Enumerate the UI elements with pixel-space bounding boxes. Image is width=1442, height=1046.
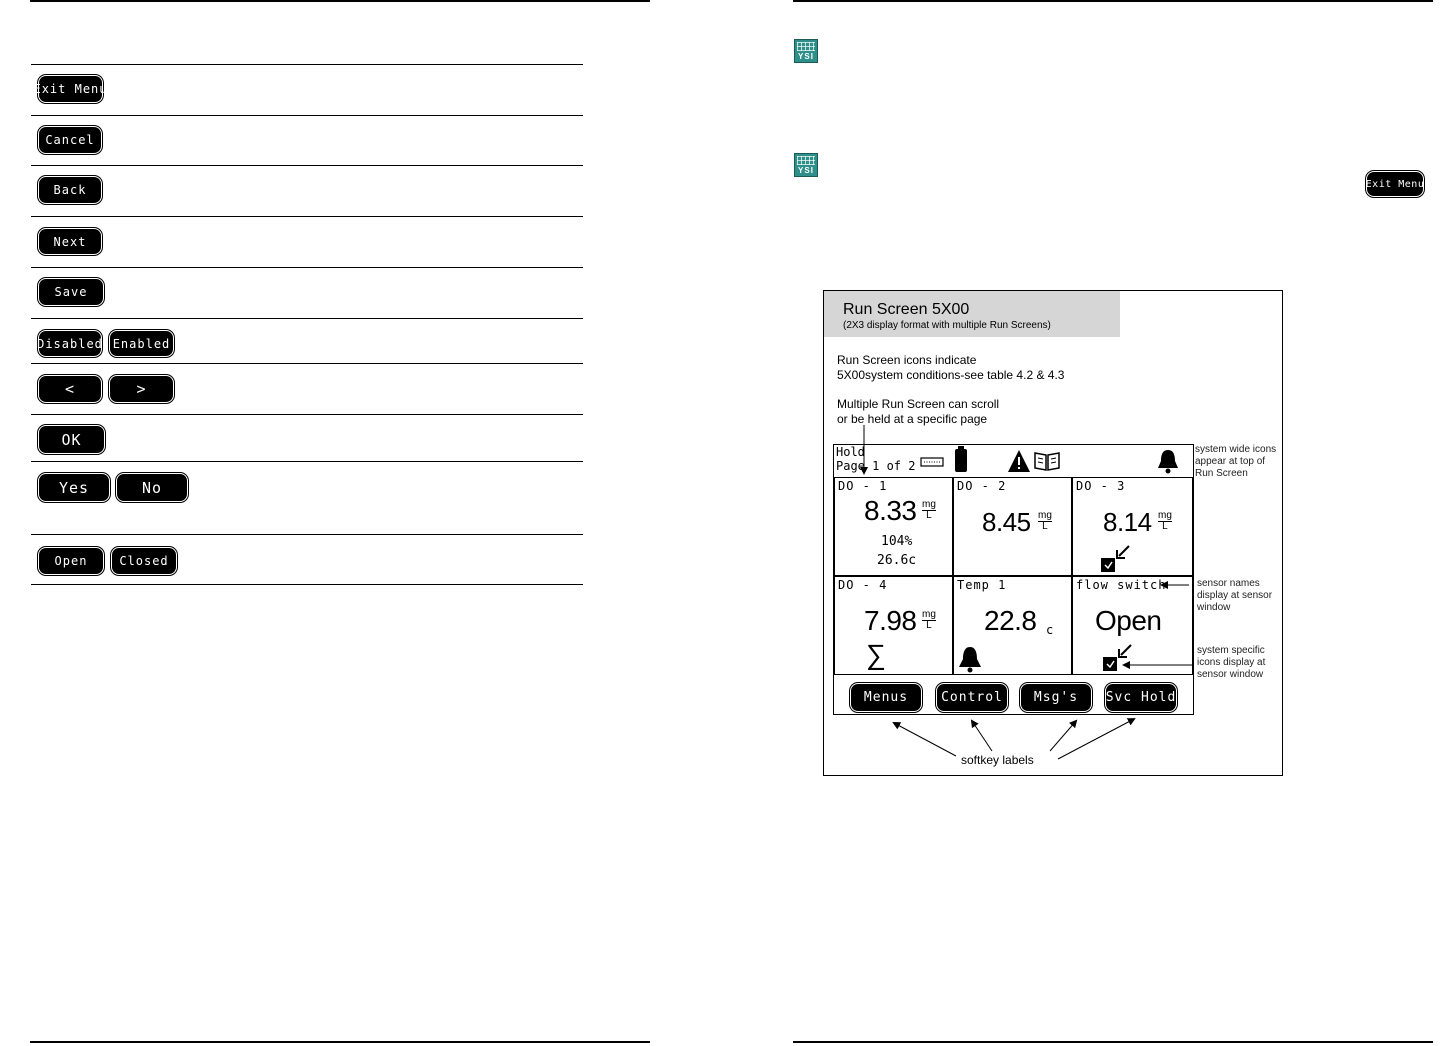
sensor-value: 8.45 — [982, 507, 1031, 537]
sensor-value: 7.98 — [864, 605, 917, 636]
figure-subtitle: (2X3 display format with multiple Run Screens) — [843, 320, 1051, 331]
softkey-messages[interactable]: Msg's — [1021, 684, 1091, 711]
ysi-logo-icon: YSI — [794, 39, 818, 63]
sensor-window-do2 — [953, 477, 1072, 576]
table-rule — [31, 584, 583, 585]
sensor-value: 8.14 — [1103, 507, 1152, 537]
calibration-icon — [1099, 544, 1133, 574]
table-rule — [31, 414, 583, 415]
sensor-window-do3 — [1072, 477, 1193, 576]
alarm-bell-icon — [956, 645, 984, 673]
table-rule — [31, 267, 583, 268]
sensor-unit: $\frac{mg}{L}$ — [1158, 510, 1172, 532]
annotation-system-wide: system wide icons appear at top of Run Screen — [1195, 444, 1277, 479]
enabled-button[interactable]: Enabled — [110, 331, 173, 356]
previous-button[interactable]: < — [39, 376, 101, 402]
disabled-button[interactable]: Disabled — [39, 331, 101, 356]
table-rule — [31, 115, 583, 116]
annotation-sensor-names: sensor names display at sensor window — [1197, 578, 1273, 613]
table-rule — [31, 64, 583, 65]
sensor-window-temp1 — [953, 576, 1072, 675]
sensor-name: DO - 1 — [838, 479, 888, 493]
ysi-logo-icon: YSI — [794, 153, 818, 177]
sensor-unit: $\frac{mg}{L}$ — [922, 609, 936, 631]
table-rule — [31, 216, 583, 217]
status-hold: Hold — [836, 445, 865, 459]
sensor-temperature: 26.6c — [877, 553, 917, 568]
right-page-bottom-rule — [793, 1041, 1433, 1043]
figure-title: Run Screen 5X00 — [843, 301, 970, 318]
run-screen-display — [833, 444, 1194, 715]
sensor-unit: $\frac{mg}{L}$ — [1038, 510, 1052, 532]
manual-book-icon — [1033, 451, 1061, 471]
sensor-value: 22.8 — [984, 605, 1037, 636]
sensor-name: DO - 3 — [1076, 479, 1126, 493]
sensor-name: Temp 1 — [957, 578, 1007, 592]
next-arrow-button[interactable]: > — [110, 376, 173, 402]
left-page-top-rule — [30, 0, 650, 2]
exit-menu-button[interactable]: Exit Menu — [39, 76, 102, 102]
table-rule — [31, 461, 583, 462]
back-button[interactable]: Back — [39, 177, 101, 203]
status-page-indicator: Page 1 of 2 — [836, 459, 916, 473]
sigma-icon: ∑ — [866, 639, 886, 670]
comm-icon — [920, 456, 944, 468]
table-rule — [31, 363, 583, 364]
sensor-name: DO - 4 — [838, 578, 888, 592]
annotation-softkey-labels: softkey labels — [961, 753, 1034, 767]
battery-icon — [953, 445, 969, 473]
sensor-name: flow switch — [1076, 578, 1167, 592]
softkey-menus[interactable]: Menus — [851, 684, 921, 711]
next-button[interactable]: Next — [39, 229, 101, 254]
sensor-window-do4 — [834, 576, 953, 675]
table-rule — [31, 534, 583, 535]
table-rule — [31, 318, 583, 319]
softkey-control[interactable]: Control — [937, 684, 1007, 711]
exit-menu-button[interactable]: Exit Menu — [1367, 172, 1423, 196]
softkey-service-hold[interactable]: Svc Hold — [1106, 684, 1176, 711]
open-button[interactable]: Open — [39, 548, 103, 574]
table-rule — [31, 165, 583, 166]
sensor-window-do1 — [834, 477, 953, 576]
save-button[interactable]: Save — [39, 279, 103, 305]
sensor-unit: $\frac{mg}{L}$ — [922, 499, 936, 521]
run-screen-figure — [823, 290, 1283, 776]
sensor-percent: 104% — [881, 534, 913, 549]
left-page-bottom-rule — [30, 1041, 650, 1043]
alarm-bell-icon — [1155, 448, 1181, 474]
yes-button[interactable]: Yes — [39, 474, 109, 501]
sensor-window-flow-switch — [1072, 576, 1193, 675]
cancel-button[interactable]: Cancel — [39, 127, 101, 153]
right-page-top-rule — [793, 0, 1433, 2]
calibration-icon — [1101, 643, 1135, 673]
note-icons: Run Screen icons indicate 5X00system conditions-see table 4.2 & 4.3 — [837, 353, 1065, 382]
sensor-value: Open — [1095, 605, 1162, 636]
no-button[interactable]: No — [117, 474, 187, 501]
sensor-unit: c — [1046, 623, 1054, 637]
warning-icon — [1007, 449, 1031, 473]
ok-button[interactable]: OK — [39, 426, 104, 453]
closed-button[interactable]: Closed — [112, 548, 176, 574]
sensor-value: 8.33 — [864, 495, 917, 526]
note-scroll: Multiple Run Screen can scroll or be held at a specific page — [837, 397, 1000, 426]
sensor-name: DO - 2 — [957, 479, 1007, 493]
annotation-system-specific: system specific icons display at sensor window — [1197, 645, 1266, 680]
